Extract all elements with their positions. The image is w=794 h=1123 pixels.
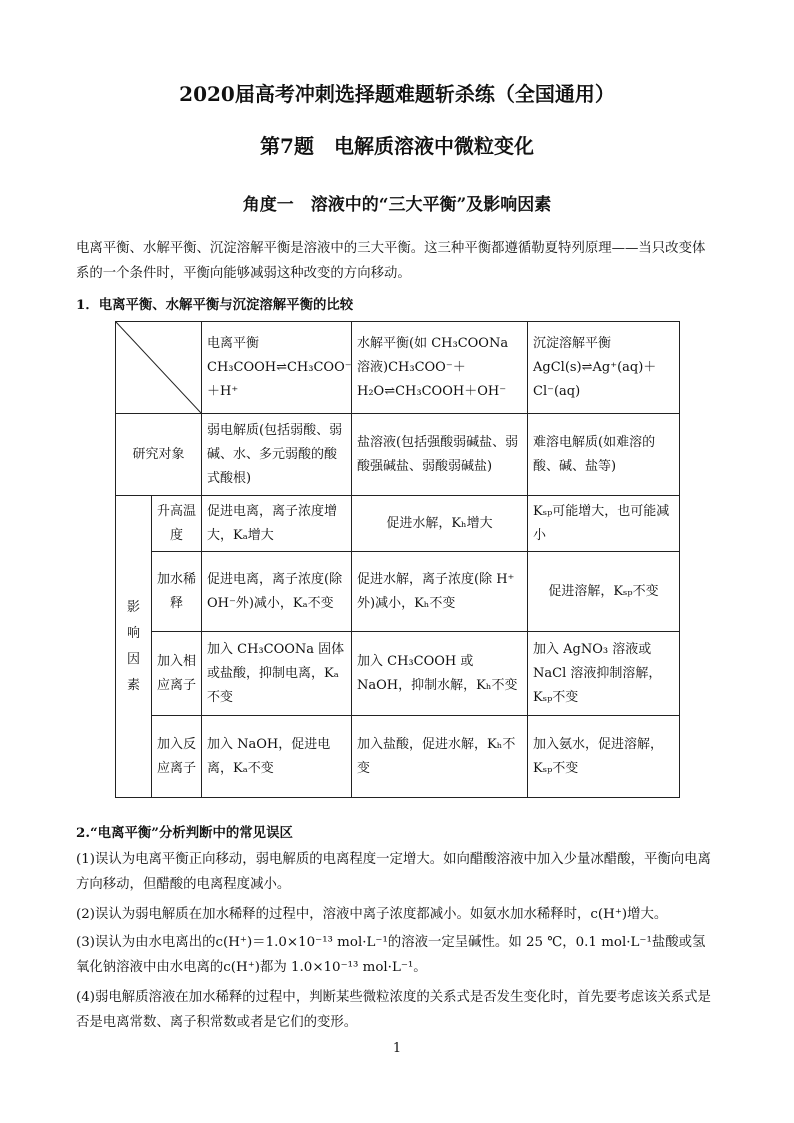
- table-row: [116, 496, 680, 552]
- table-row: [116, 632, 680, 716]
- error-item-1: (1)误认为电离平衡正向移动，弱电解质的电离程度一定增大。如向醋酸溶液中加入少量冰醋酸，平衡向电离方向移动，但醋酸的电离程度减小。: [76, 852, 711, 892]
- table-cell: 弱电解质(包括弱酸、弱碱、水、多元弱酸的酸式酸根): [202, 414, 352, 496]
- table-cell: 加入 AgNO₃ 溶液或 NaCl 溶液抑制溶解，Kₛₚ不变: [528, 632, 680, 716]
- table-cell: 促进水解，Kₕ增大: [352, 496, 528, 552]
- error-item-4: (4)弱电解质溶液在加水稀释的过程中，判断某些微粒浓度的关系式是否发生变化时，首先要考虑该关系式是否是电离常数、离子积常数或者是它们的变形。: [76, 990, 711, 1030]
- header-precipitation: 沉淀溶解平衡 AgCl(s)⇌Ag⁺(aq)＋Cl⁻(aq): [528, 322, 680, 414]
- table-row: [116, 414, 680, 496]
- section1-heading: 1．电离平衡、水解平衡与沉淀溶解平衡的比较: [76, 297, 354, 313]
- table-cell: 盐溶液(包括强酸弱碱盐、弱酸强碱盐、弱酸弱碱盐): [352, 414, 528, 496]
- table-cell: 促进溶解，Kₛₚ不变: [528, 552, 680, 632]
- error-item-2: (2)误认为弱电解质在加水稀释的过程中，溶液中离子浓度都减小。如氨水加水稀释时，c(H⁺)增大。: [76, 907, 668, 922]
- factor-name: 加入相应离子: [152, 632, 202, 716]
- table-cell: 难溶电解质(如难溶的酸、碱、盐等): [528, 414, 680, 496]
- table-cell: 促进电离，离子浓度(除 OH⁻外)减小，Kₐ不变: [202, 552, 352, 632]
- intro-paragraph: 电离平衡、水解平衡、沉淀溶解平衡是溶液中的三大平衡。这三种平衡都遵循勒夏特列原理——当只改变体系的一个条件时，平衡向能够减弱这种改变的方向移动。: [76, 241, 706, 281]
- table-cell: 加入 CH₃COOH 或 NaOH，抑制水解，Kₕ不变: [352, 632, 528, 716]
- section2-heading: 2.“电离平衡”分析判断中的常见误区: [76, 825, 293, 841]
- main-title: 2020届高考冲刺选择题难题斩杀练（全国通用）: [179, 82, 615, 106]
- header-ionization: 电离平衡 CH₃COOH⇌CH₃COO⁻＋H⁺: [202, 322, 352, 414]
- error-item-3: (3)误认为由水电离出的c(H⁺)＝1.0×10⁻¹³ mol·L⁻¹的溶液一定呈碱性。如 25 ℃，0.1 mol·L⁻¹盐酸或氢氧化钠溶液中由水电离的c(H⁺)都为 1.0×10⁻¹³ mol·L⁻¹。: [76, 935, 706, 975]
- diagonal-line: [116, 322, 201, 413]
- table-header-row: [116, 322, 680, 414]
- factor-label: 影响因素: [116, 496, 152, 798]
- diagonal-corner-cell: [116, 322, 202, 414]
- factor-name: 加水稀释: [152, 552, 202, 632]
- table-row: [116, 716, 680, 798]
- sub-title: 第7题 电解质溶液中微粒变化: [260, 134, 534, 158]
- table-cell: 加入盐酸，促进水解，Kₕ不变: [352, 716, 528, 798]
- comparison-table: [115, 321, 680, 798]
- table-row: [116, 552, 680, 632]
- table-cell: 促进水解，离子浓度(除 H⁺外)减小，Kₕ不变: [352, 552, 528, 632]
- factor-name: 加入反应离子: [152, 716, 202, 798]
- table-cell: 加入 NaOH，促进电离，Kₐ不变: [202, 716, 352, 798]
- table-cell: Kₛₚ可能增大，也可能减小: [528, 496, 680, 552]
- table-cell: 促进电离，离子浓度增大，Kₐ增大: [202, 496, 352, 552]
- object-label: 研究对象: [116, 414, 202, 496]
- factor-name: 升高温度: [152, 496, 202, 552]
- table-cell: 加入 CH₃COONa 固体或盐酸，抑制电离，Kₐ不变: [202, 632, 352, 716]
- page-number: 1: [392, 1041, 402, 1056]
- angle-heading: 角度一 溶液中的“三大平衡”及影响因素: [242, 195, 552, 215]
- table-cell: 加入氨水，促进溶解，Kₛₚ不变: [528, 716, 680, 798]
- header-hydrolysis: 水解平衡(如 CH₃COONa 溶液)CH₃COO⁻＋H₂O⇌CH₃COOH＋OH⁻: [352, 322, 528, 414]
